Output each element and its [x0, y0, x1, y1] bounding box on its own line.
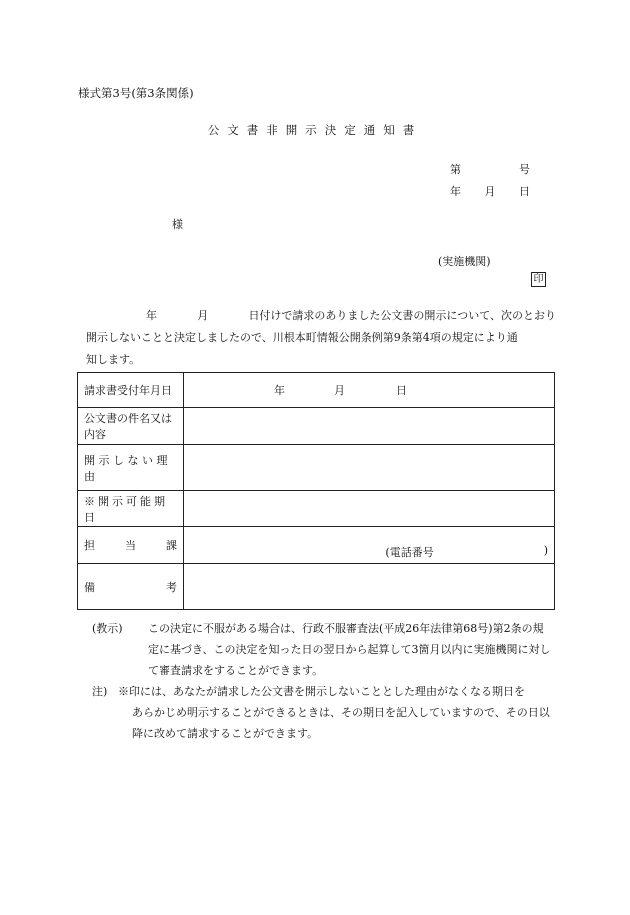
possible-date-value — [184, 491, 555, 527]
body-month: 月 — [197, 309, 209, 322]
document-name-label: 公文書の件名又は 内容 — [78, 408, 184, 445]
table-row — [78, 491, 555, 527]
addressee-suffix: 様 — [172, 218, 183, 231]
note-head: 注) — [92, 685, 108, 698]
table-row — [78, 445, 555, 491]
table-row — [78, 564, 555, 610]
reason-value — [184, 445, 555, 491]
reason-label: 開示しない理由 — [78, 445, 184, 491]
document-name-value — [184, 408, 555, 445]
date-year: 年 — [274, 384, 285, 397]
reference-block — [450, 159, 530, 203]
ref-go: 号 — [519, 163, 530, 176]
implementing-agency: (実施機関) — [438, 255, 491, 268]
possible-date-label: ※開示可能期日 — [78, 491, 184, 527]
body-paragraph — [86, 305, 556, 371]
body-line2: 開示しないことと決定しましたので、川根本町情報公開条例第9条第4項の規定により通 — [86, 331, 518, 344]
document-title: 公文書非開示決定通知書 — [207, 123, 423, 137]
received-date-value — [184, 373, 555, 408]
date-day: 日 — [396, 384, 407, 397]
annotation-note: 注) ※印には、あなたが請求した公文書を開示しないこととした理由がなくなる期日を あらかじめ明示することができるときは、その期日を記入していますので、その日以 降に改めて請求することができます。 — [92, 681, 558, 744]
seal-mark: 印 — [531, 272, 546, 287]
ref-dai: 第 — [450, 163, 461, 176]
instruction-head: (教示) — [92, 622, 123, 635]
ref-year: 年 — [450, 185, 461, 198]
decision-table — [77, 372, 555, 610]
tanto-value — [184, 527, 555, 564]
tanto-label: 担 当 課 — [78, 527, 184, 564]
biko-label: 備 考 — [78, 564, 184, 610]
table-row — [78, 527, 555, 564]
form-number: 様式第3号(第3条関係) — [78, 86, 194, 100]
body-line1-rest: 日付けで請求のありました公文書の開示について、次のとおり — [248, 309, 556, 322]
body-year: 年 — [146, 309, 157, 322]
date-month: 月 — [334, 384, 345, 397]
received-date-label: 請求書受付年月日 — [78, 373, 184, 408]
instruction-note: (教示) この決定に不服がある場合は、行政不服審査法(平成26年法律第68号)第2条の規 定に基づき、この決定を知った日の翌日から起算して3箇月以内に実施機関に対し て審査請求をすることができます。 — [92, 618, 558, 681]
phone-close: ) — [543, 544, 548, 557]
ref-month: 月 — [484, 185, 496, 198]
table-row — [78, 408, 555, 445]
body-line3: 知します。 — [86, 353, 141, 366]
notes-section — [92, 618, 558, 744]
phone-open: (電話番号 — [385, 546, 434, 559]
ref-day: 日 — [519, 185, 530, 198]
table-row — [78, 373, 555, 408]
biko-value — [184, 564, 555, 610]
